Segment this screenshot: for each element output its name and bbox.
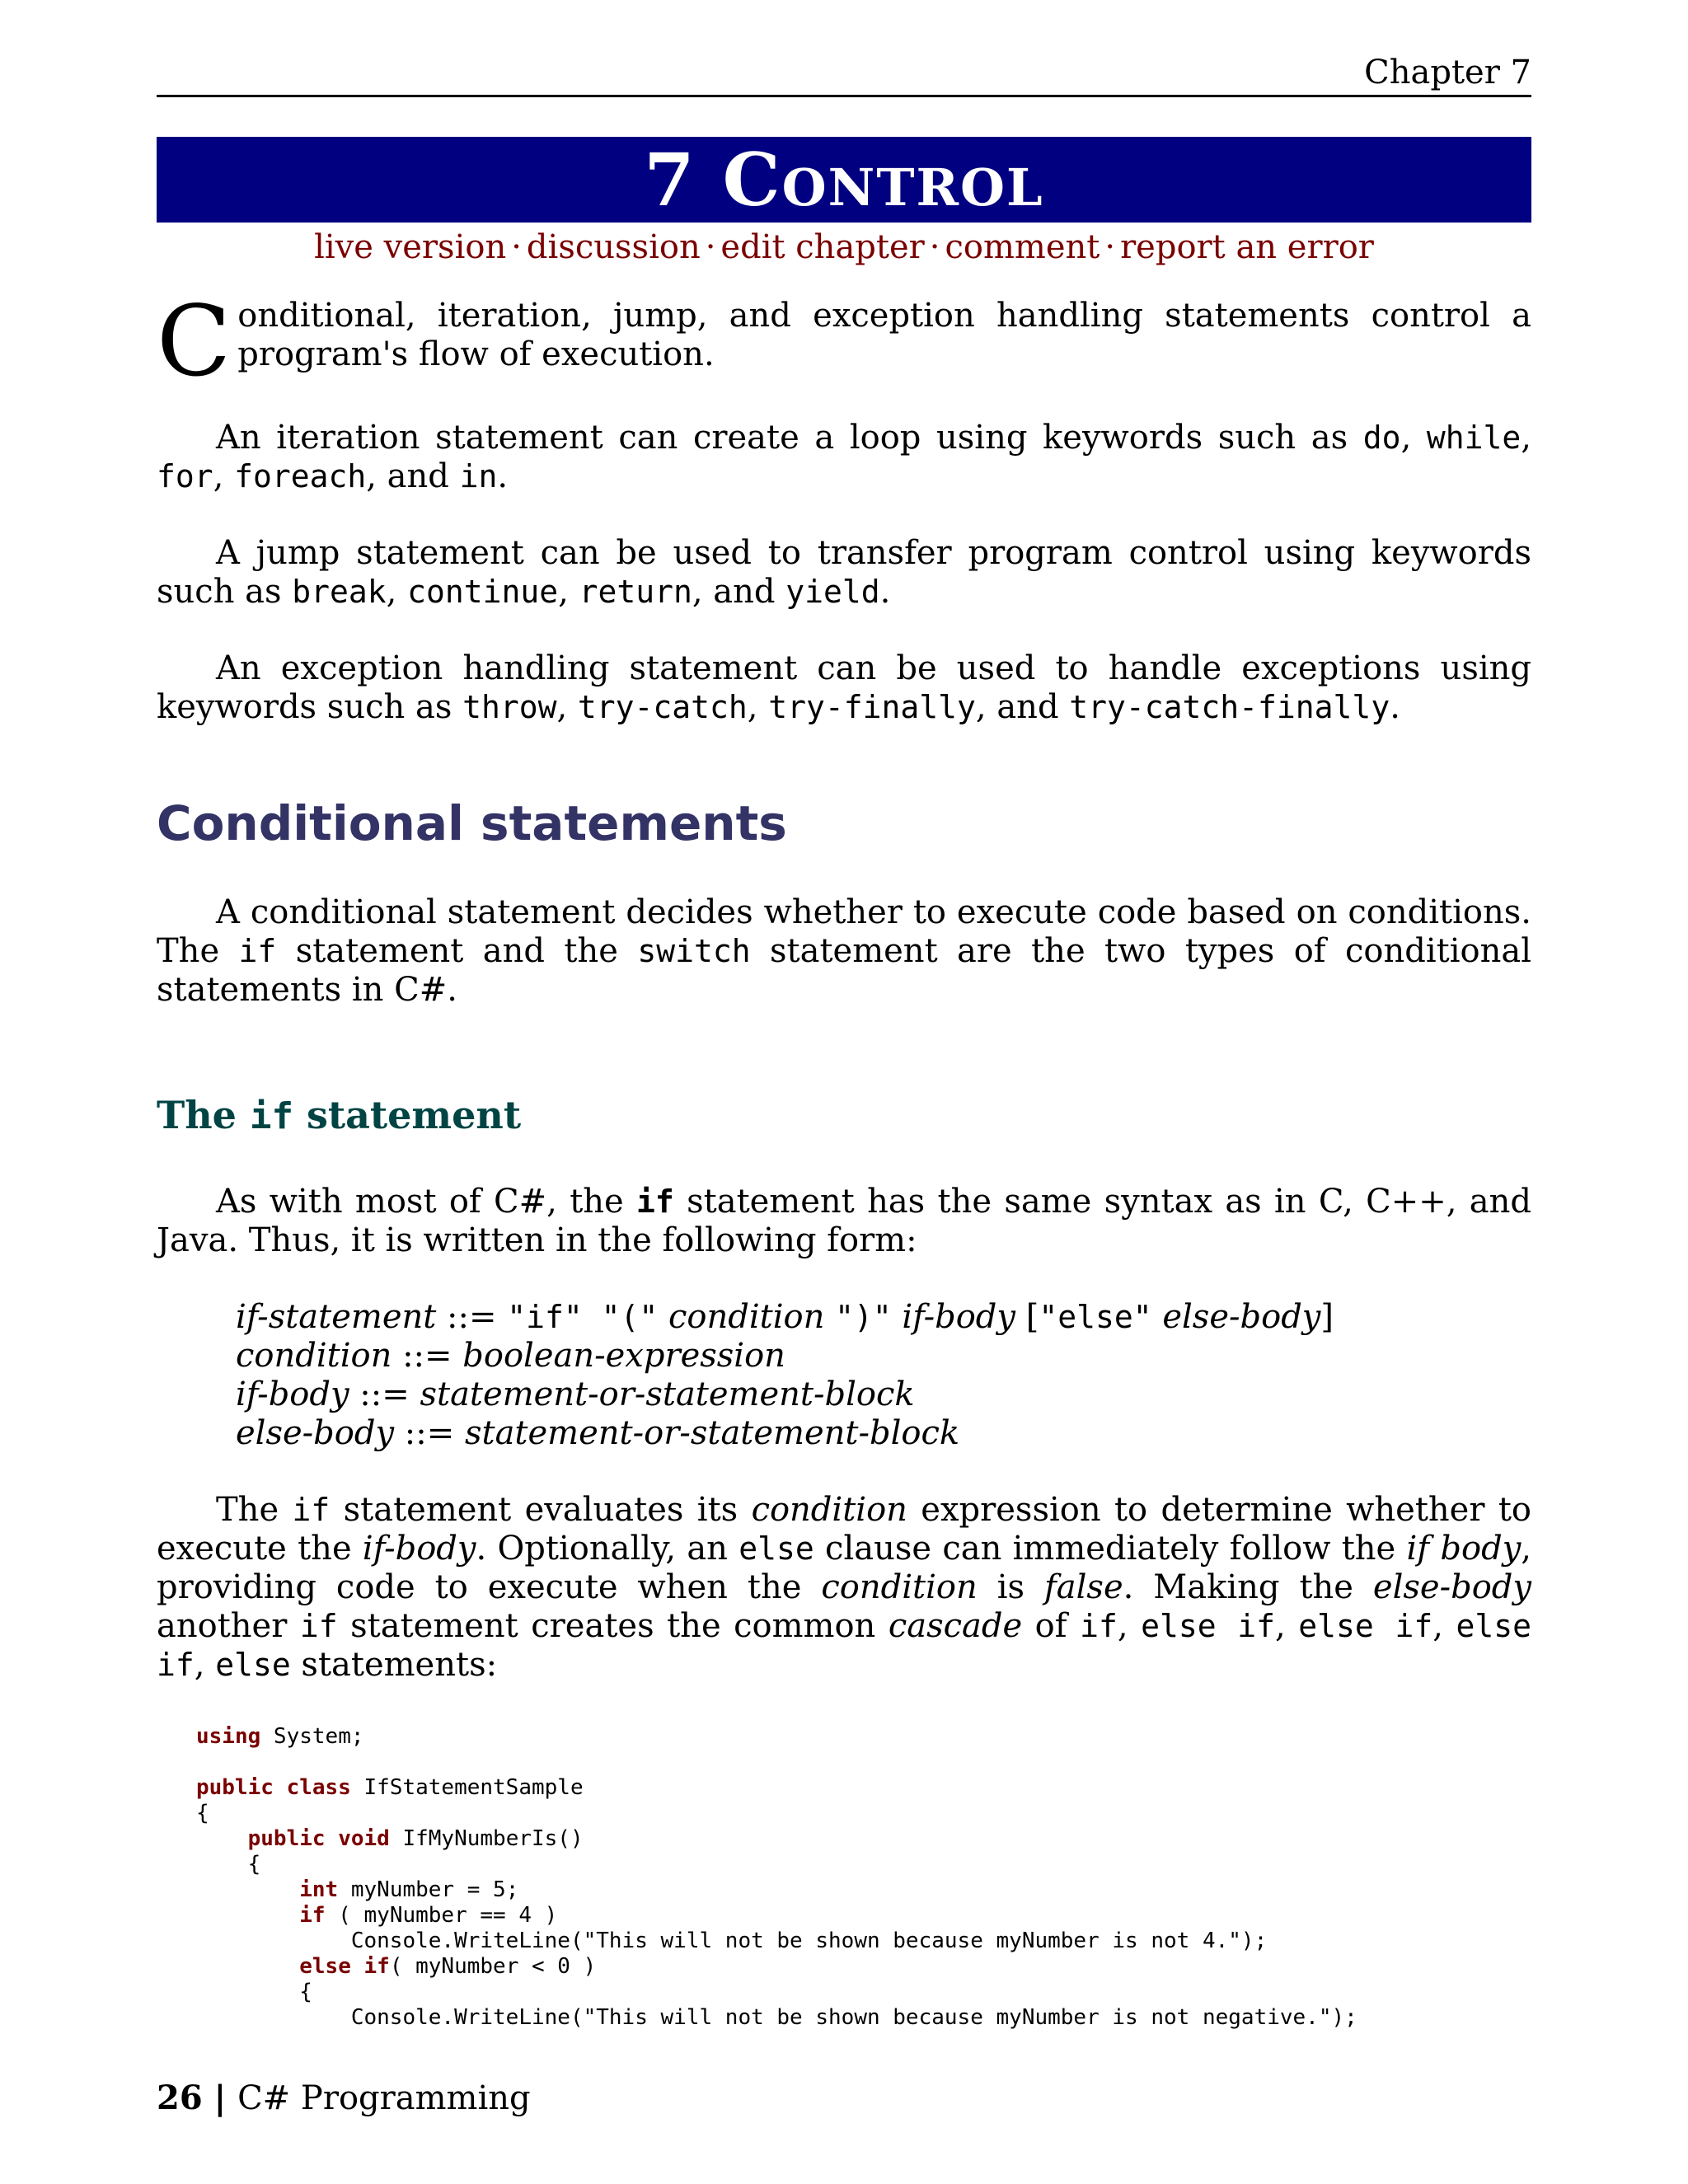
intro-paragraph (157, 284, 1531, 398)
book-title: C# Programming (237, 2079, 531, 2117)
if-syntax-paragraph: As with most of C#, the if statement has the same syntax as in C, C++, and Java. Thus, it is written in the following form: (157, 1183, 1531, 1259)
chapter-content (157, 284, 1532, 2031)
conditional-paragraph: A conditional statement decides whether to execute code based on conditions. The if statement and the switch statement are the two types of conditional statements in C#. (157, 893, 1532, 1009)
intro-text: onditional, iteration, jump, and exception handling statements control a program's flow of execution. (237, 297, 1531, 373)
page-footer (157, 2079, 531, 2118)
edit-chapter-link[interactable]: edit chapter (720, 228, 925, 266)
if-grammar (157, 1298, 1531, 1453)
grammar-line: else-body ::= statement-or-statement-block (236, 1414, 960, 1452)
link-separator: · (1104, 228, 1116, 266)
subsection-heading: The if statement (157, 1093, 522, 1137)
chapter-number: 7 (644, 137, 696, 223)
link-separator: · (511, 228, 522, 266)
chapter-title-bar (157, 137, 1531, 223)
discussion-link[interactable]: discussion (526, 228, 701, 266)
grammar-line: if-statement ::= "if" "(" condition ")" if-body ["else" else-body] (236, 1298, 1334, 1336)
link-separator: · (705, 228, 716, 266)
chapter-links (157, 224, 1531, 270)
page-number: 26 (157, 2079, 203, 2117)
header-rule (157, 95, 1531, 97)
running-header: Chapter 7 (1364, 54, 1531, 91)
grammar-line: condition ::= boolean-expression (236, 1337, 785, 1375)
iteration-paragraph: An iteration statement can create a loop using keywords such as do, while, for, foreach, and in. (157, 419, 1531, 495)
live-version-link[interactable]: live version (314, 228, 507, 266)
section-heading: Conditional statements (157, 795, 787, 851)
link-separator: · (929, 228, 940, 266)
comment-link[interactable]: comment (945, 228, 1100, 266)
drop-cap: C (157, 284, 232, 398)
grammar-line: if-body ::= statement-or-statement-block (236, 1376, 915, 1413)
footer-separator: | (202, 2079, 238, 2117)
report-error-link[interactable]: report an error (1120, 228, 1374, 266)
chapter-title: Control (722, 137, 1044, 223)
jump-paragraph: A jump statement can be used to transfer program control using keywords such as break, continue, return, and yield. (157, 534, 1531, 611)
code-sample: using System; public class IfStatementSample { public void IfMyNumberIs() { int myNumber = 5; if ( myNumber == 4 ) Console.WriteLine("This will not be shown because myNumber is not 4."); else if( myNumber < 0 ) { Console.WriteLine("This will not be shown because myNumber is not negative."); (196, 1724, 1357, 2030)
if-eval-paragraph: The if statement evaluates its condition expression to determine whether to execute the if-body. Optionally, an else clause can immediately follow the if body, providing code to execute when the condition is false. Making the else-body another if statement creates the common cascade of if, else if, else if, else if, else statements: (157, 1491, 1532, 1684)
exception-paragraph: An exception handling statement can be used to handle exceptions using keywords such as throw, try-catch, try-finally, and try-catch-finally. (157, 649, 1531, 726)
